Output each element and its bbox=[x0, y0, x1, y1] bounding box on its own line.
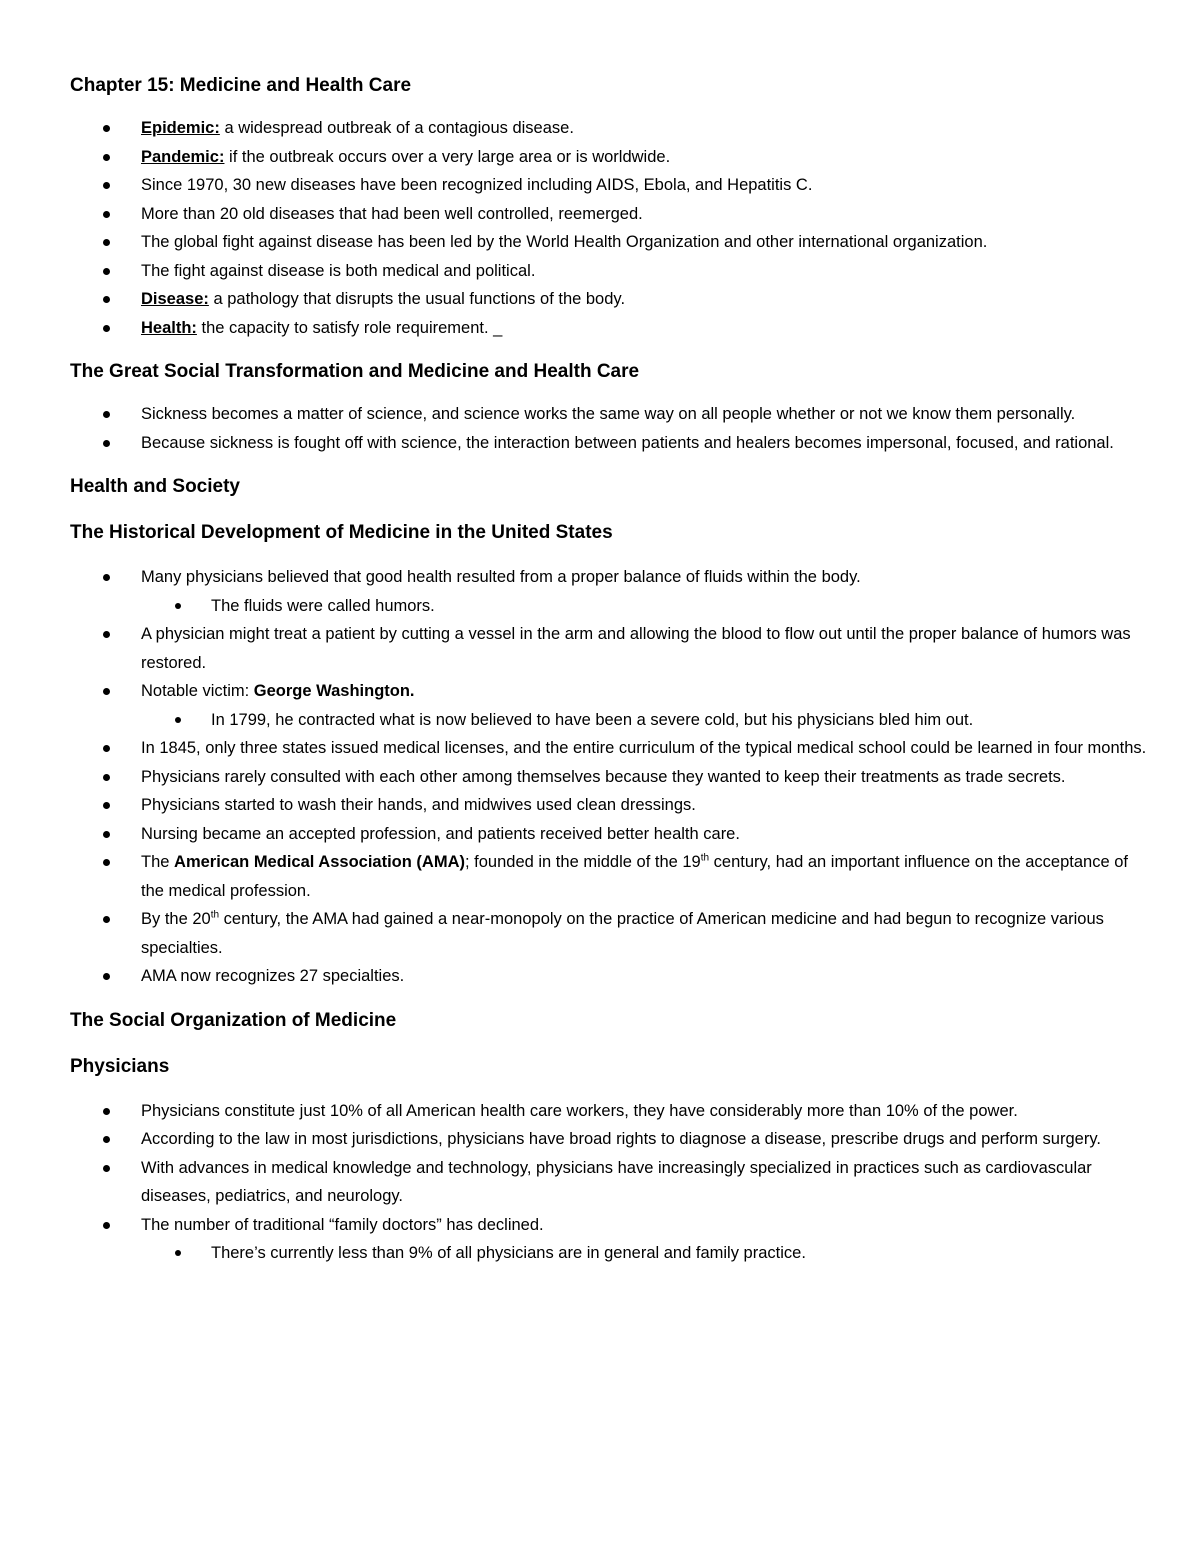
term-pandemic: Pandemic: bbox=[141, 147, 225, 166]
sub-list-item: In 1799, he contracted what is now believed to have been a severe cold, but his physicians bled him out. bbox=[70, 706, 1150, 735]
sub-list-item: There’s currently less than 9% of all physicians are in general and family practice. bbox=[70, 1239, 1150, 1268]
section-heading-physicians: Physicians bbox=[70, 1055, 170, 1077]
list-item: The number of traditional “family doctors” has declined. bbox=[70, 1211, 1150, 1240]
historical-development-list bbox=[70, 563, 1150, 991]
list-item: Many physicians believed that good health resulted from a proper balance of fluids within the body. bbox=[70, 563, 1150, 592]
superscript: th bbox=[210, 909, 220, 921]
superscript: th bbox=[700, 852, 710, 864]
list-item: According to the law in most jurisdictions, physicians have broad rights to diagnose a disease, prescribe drugs and perform surgery. bbox=[70, 1125, 1150, 1154]
item-text: The bbox=[141, 853, 175, 871]
list-item: AMA now recognizes 27 specialties. bbox=[70, 962, 1150, 991]
list-item: The fight against disease is both medical and political. bbox=[70, 257, 1150, 286]
list-item: Since 1970, 30 new diseases have been recognized including AIDS, Ebola, and Hepatitis C. bbox=[70, 171, 1150, 200]
document-page bbox=[70, 72, 1150, 1268]
list-item bbox=[70, 677, 1150, 706]
list-item: Physicians constitute just 10% of all American health care workers, they have considerably more than 10% of the power. bbox=[70, 1097, 1150, 1126]
term-epidemic: Epidemic: bbox=[141, 119, 220, 137]
list-item: With advances in medical knowledge and technology, physicians have increasingly specialized in practices such as cardiovascular diseases, pediatrics, and neurology. bbox=[70, 1154, 1150, 1211]
definition-text: the capacity to satisfy role requirement. _ bbox=[196, 318, 503, 337]
list-item bbox=[70, 114, 1150, 143]
definition-text: a widespread outbreak of a contagious disease. bbox=[219, 119, 574, 137]
list-item: Physicians started to wash their hands, and midwives used clean dressings. bbox=[70, 791, 1150, 820]
chapter-title: Chapter 15: Medicine and Health Care bbox=[70, 75, 412, 96]
term-health: Health: bbox=[141, 318, 197, 337]
list-item: Sickness becomes a matter of science, and science works the same way on all people whether or not we know them personally. bbox=[70, 400, 1150, 429]
section-heading-historical-development: The Historical Development of Medicine in the United States bbox=[70, 522, 613, 543]
chapter-bullet-list bbox=[70, 114, 1150, 342]
sub-list-item: The fluids were called humors. bbox=[70, 592, 1150, 621]
definition-text: a pathology that disrupts the usual functions of the body. bbox=[208, 290, 626, 308]
item-text: By the 20 bbox=[141, 910, 211, 928]
list-item: The global fight against disease has been led by the World Health Organization and other international organization. bbox=[70, 228, 1150, 257]
item-text: Notable victim: bbox=[141, 682, 254, 700]
definition-text: if the outbreak occurs over a very large area or is worldwide. bbox=[224, 147, 671, 166]
section-heading-health-and-society: Health and Society bbox=[70, 476, 240, 497]
item-text: century, the AMA had gained a near-monopoly on the practice of American medicine and had begun to recognize various specialties. bbox=[141, 910, 1104, 957]
list-item bbox=[70, 314, 1150, 343]
list-item: More than 20 old diseases that had been well controlled, reemerged. bbox=[70, 200, 1150, 229]
term-disease: Disease: bbox=[141, 290, 209, 308]
list-item bbox=[70, 848, 1150, 905]
section-heading-social-transformation: The Great Social Transformation and Medicine and Health Care bbox=[70, 361, 640, 382]
list-item bbox=[70, 143, 1150, 172]
social-transformation-list bbox=[70, 400, 1150, 457]
list-item: Physicians rarely consulted with each other among themselves because they wanted to keep their treatments as trade secrets. bbox=[70, 763, 1150, 792]
list-item bbox=[70, 285, 1150, 314]
physicians-list bbox=[70, 1097, 1150, 1268]
section-heading-social-organization: The Social Organization of Medicine bbox=[70, 1009, 397, 1031]
list-item: A physician might treat a patient by cutting a vessel in the arm and allowing the blood to flow out until the proper balance of humors was restored. bbox=[70, 620, 1150, 677]
item-text: century, had an important influence on the acceptance of the medical profession. bbox=[141, 853, 1128, 900]
list-item: Nursing became an accepted profession, and patients received better health care. bbox=[70, 820, 1150, 849]
item-text: ; founded in the middle of the 19 bbox=[464, 853, 701, 871]
bold-name: George Washington. bbox=[253, 682, 415, 700]
list-item: In 1845, only three states issued medical licenses, and the entire curriculum of the typical medical school could be learned in four months. bbox=[70, 734, 1150, 763]
list-item: Because sickness is fought off with science, the interaction between patients and healers becomes impersonal, focused, and rational. bbox=[70, 429, 1150, 458]
list-item bbox=[70, 905, 1150, 962]
bold-org-name: American Medical Association (AMA) bbox=[174, 853, 465, 871]
